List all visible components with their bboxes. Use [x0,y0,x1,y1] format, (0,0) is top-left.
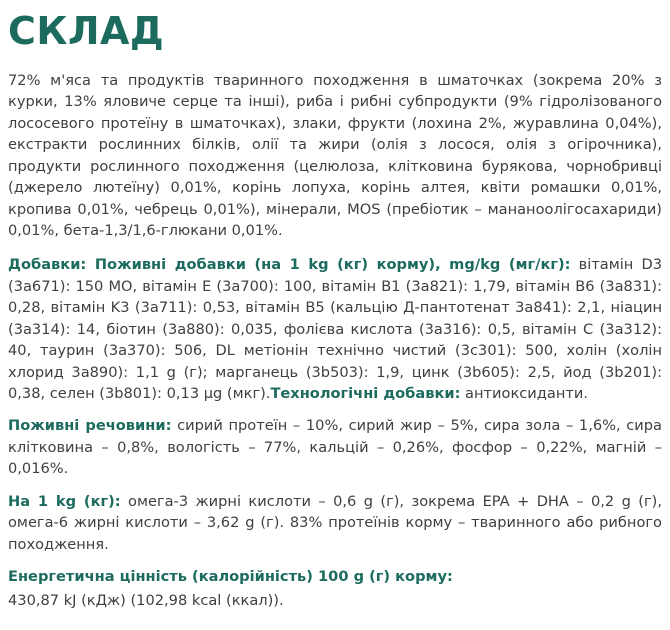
per-kilogram-paragraph [8,491,662,555]
energy-value-text: 430,87 kJ (кДж) (102,98 kcal (ккал)). [8,591,284,609]
page-title: СКЛАД [8,9,165,53]
analytical-constituents-paragraph [8,415,662,479]
composition-paragraph: 72% м'яса та продуктів тваринного походження в шматочках (зокрема 20% з курки, 13% яловиче серце та інші), риба і рибні субпродукти (9% гідролізованого лососевого протеїну в шматочках), злаки, фрукти (лохина 2%, журавлина 0,04%), екстракти рослинних білків, олії та жири (олія з лосося, олія з огірочника), продукти рослинного походження (целюлоза, клітковина бурякова, чорнобривці (джерело лютеїну) 0,01%, корінь лопуха, корінь алтея, квіти ромашки 0,01%, кропива 0,01%, чебрець 0,01%), мінерали, MOS (пребіотик – мананоолігосахариди) 0,01%, бета-1,3/1,6-глюкани 0,01%. [8,71,662,239]
technological-additives-label: Технологічні добавки: [270,385,461,403]
energy-value-heading [8,566,662,587]
additives-label: Добавки: Поживні добавки (на 1 kg (кг) корму), mg/kg (мг/кг): [8,256,571,274]
analytical-constituents-label: Поживні речовини: [8,417,172,435]
energy-value-label: Енергетична цінність (калорійність) 100 g (г) корму: [8,568,453,586]
per-kilogram-text: омега-3 жирні кислоти – 0,6 g (г), зокрема EPA + DHA – 0,2 g (г), омега-6 жирні кислоти – 3,62 g (г). 83% протеїнів корму – тваринного або рибного походження. [8,492,662,553]
additives-text: вітамін D3 (3a671): 150 МО, вітамін Е (3a700): 100, вітамін B1 (3a821): 1,79, вітамін B6 (3a831): 0,28, вітамін K3 (3a711): 0,53, вітамін B5 (кальцію Д-пантотенат 3a841): 2,1, ніацин (3a314): 14, біотин (3a880): 0,035, фолієва кислота (3a316): 0,5, вітамін C (3a312): 40, таурин (3a370): 506, DL метіонін технічно чистий (3c301): 500, холін (холін хлорид 3a890): 1,1 g (г); марганець (3b503): 1,9, цинк (3b605): 2,5, йод (3b201): 0,38, селен (3b801): 0,13 µg (мкг). [8,256,662,403]
technological-additives-text: антиоксиданти. [460,385,588,403]
per-kilogram-label: На 1 kg (кг): [8,492,121,510]
additives-paragraph [8,254,662,404]
analytical-constituents-text: сирий протеїн – 10%, сирий жир – 5%, сира зола – 1,6%, сира клітковина – 0,8%, вологість – 77%, кальцій – 0,26%, фосфор – 0,22%, магній – 0,016%. [8,417,662,478]
